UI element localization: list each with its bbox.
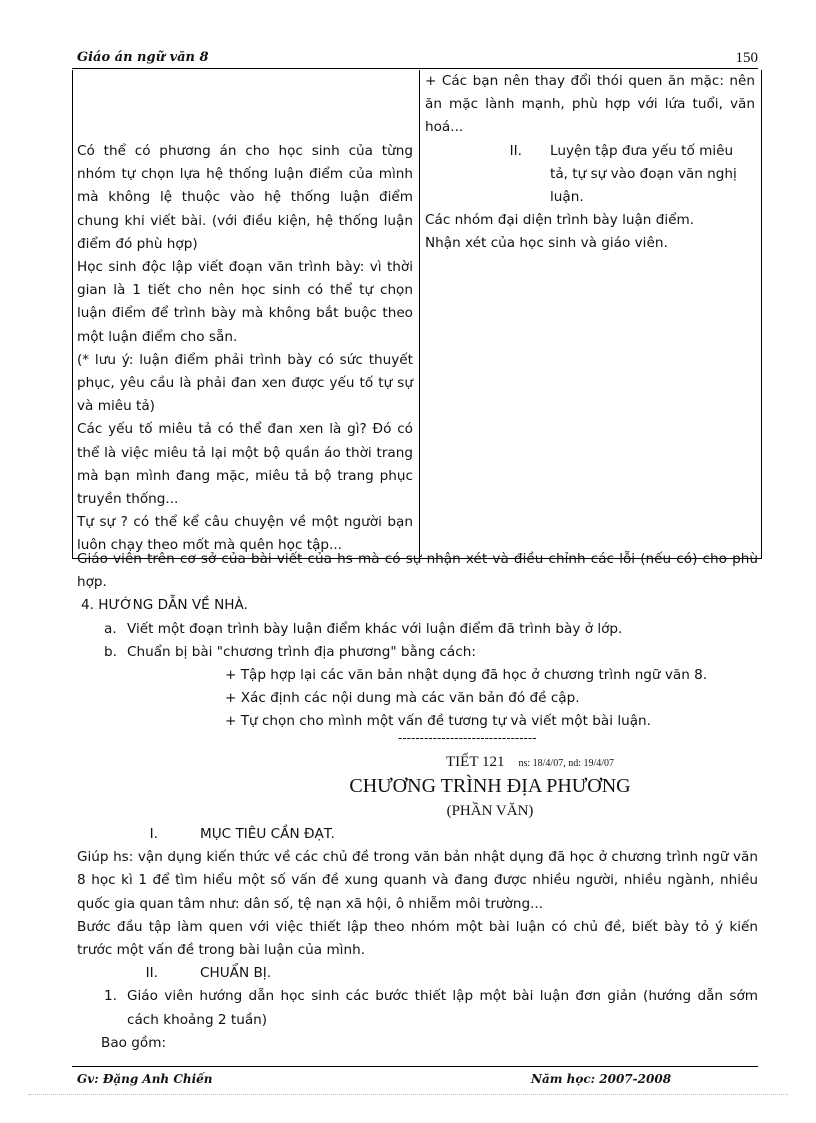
after-table-block (77, 548, 758, 734)
item-marker: 1. (104, 988, 117, 1005)
teacher-note: Giáo viên trên cơ sở của bài viết của hs mà có sự nhận xét và điều chỉnh các lỗi (nếu có) cho phù hợp. (77, 551, 758, 591)
right-paragraph: Nhận xét của học sinh và giáo viên. (425, 235, 668, 252)
separator-line: -------------------------------- (398, 731, 537, 745)
item-text: Viết một đoạn trình bày luận điểm khác với luận điểm đã trình bày ở lớp. (127, 620, 623, 637)
plus-item: + Tập hợp lại các văn bản nhật dụng đã học ở chương trình ngữ văn 8. (225, 667, 708, 684)
practice-section (425, 140, 755, 210)
numbered-item (77, 985, 758, 1031)
section-numeral: I. (149, 826, 158, 842)
left-paragraph: Học sinh độc lập viết đoạn văn trình bày: vì thời gian là 1 tiết cho nên học sinh có thể tự chọn luận điểm để trình bày mà không bắt buộc theo một luận điểm cho sẵn. (77, 259, 413, 345)
home-item (77, 641, 758, 664)
plus-item: + Xác định các nội dung mà các văn bản đó đề cập. (225, 690, 580, 707)
item-text: Giáo viên hướng dẫn học sinh các bước thiết lập một bài luận đơn giản (hướng dẫn sớm cách khoảng 2 tuần) (127, 988, 758, 1028)
section-numeral: II. (509, 142, 522, 159)
left-paragraph: Có thể có phương án cho học sinh của từng nhóm tự chọn lựa hệ thống luận điểm của mình mà không lệ thuộc vào hệ thống luận điểm chung khi viết bài. (với điều kiện, hệ thống luận điểm đó phù hợp) (77, 143, 413, 252)
header-title: Giáo án ngữ văn 8 (77, 50, 209, 65)
activity-table (72, 70, 762, 559)
teacher-activity-column (73, 70, 420, 558)
item-text: Chuẩn bị bài "chương trình địa phương" bằng cách: (127, 643, 476, 660)
lesson-body (77, 823, 758, 1055)
objective-paragraph: Giúp hs: vận dụng kiến thức về các chủ đề trong văn bản nhật dụng đã học ở chương trình ngữ văn 8 học kì 1 để tìm hiểu một số vấn đề xung quanh và đang được nhiều người, nhiều ngành, nhiều quốc gia quan tâm như: dân số, tệ nạn xã hội, ô nhiễm môi trường... (77, 849, 758, 912)
page-edge-dotted-line (28, 1094, 788, 1095)
lesson-heading (446, 754, 614, 771)
includes-label: Bao gồm: (101, 1034, 167, 1051)
home-item (77, 618, 758, 641)
section-title: CHUẨN BỊ. (200, 965, 272, 982)
footer-school-year: Năm học: 2007-2008 (531, 1072, 672, 1086)
left-paragraph: (* lưu ý: luận điểm phải trình bày có sức thuyết phục, yêu cầu là phải đan xen được yếu tố tự sự và miêu tả) (77, 351, 413, 415)
footer-teacher: Gv: Đặng Anh Chiến (77, 1072, 213, 1086)
header-rule (72, 68, 758, 69)
left-paragraph: Các yếu tố miêu tả có thể đan xen là gì? Đó có thể là việc miêu tả lại một bộ quần áo thời trang mà bạn mình đang mặc, miêu tả bộ trang phục truyền thống... (77, 421, 413, 508)
lesson-label: TIẾT 121 (446, 754, 505, 770)
section-heading: Luyện tập đưa yếu tố miêu tả, tự sự vào đoạn văn nghị luận. (550, 142, 737, 206)
footer-rule (72, 1066, 758, 1067)
section-title: MỤC TIÊU CẦN ĐẠT. (200, 826, 335, 842)
right-paragraph: + Các bạn nên thay đổi thói quen ăn mặc: nên ăn mặc lành mạnh, phù hợp với lứa tuổi, văn hoá... (425, 73, 755, 136)
lesson-subtitle: (PHẦN VĂN) (446, 803, 534, 819)
plus-item: + Tự chọn cho mình một vấn đề tương tự và viết một bài luận. (225, 713, 651, 730)
item-marker: b. (104, 643, 117, 660)
objective-paragraph: Bước đầu tập làm quen với việc thiết lập theo nhóm một bài luận có chủ đề, biết bày tỏ ý kiến trước một vấn đề trong bài luận của mình. (77, 918, 758, 959)
content-column (420, 70, 762, 558)
section-numeral: II. (145, 965, 158, 982)
item-marker: a. (104, 620, 117, 637)
page-number: 150 (735, 50, 758, 66)
section-heading (77, 962, 758, 985)
home-heading: 4. HƯỚNG DẪN VỀ NHÀ. (81, 597, 248, 614)
lesson-dates: ns: 18/4/07, nd: 19/4/07 (518, 758, 615, 769)
left-paragraph: Tự sự ? có thể kể câu chuyện về một người bạn luôn chạy theo mốt mà quên học tập... (77, 514, 413, 554)
lesson-title: CHƯƠNG TRÌNH ĐỊA PHƯƠNG (349, 775, 631, 797)
right-paragraph: Các nhóm đại diện trình bày luận điểm. (425, 212, 695, 229)
section-heading (77, 823, 758, 846)
